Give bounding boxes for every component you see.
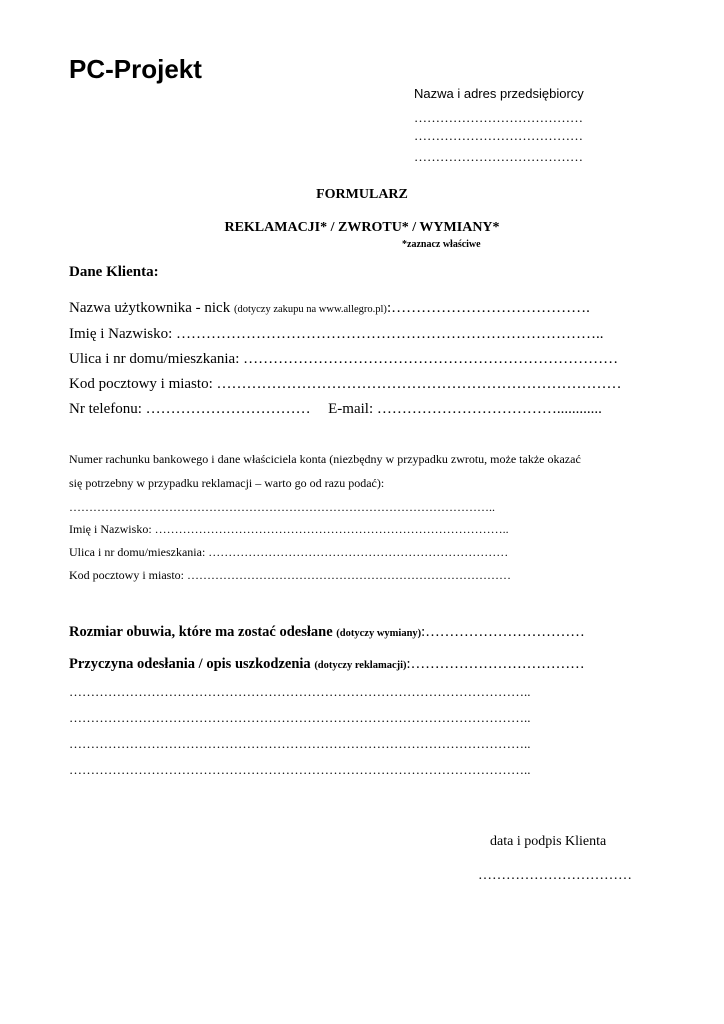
client-phone-email-row — [69, 401, 602, 418]
client-phone-field[interactable]: Nr telefonu: …………………………… — [69, 401, 311, 417]
client-heading: Dane Klienta: — [69, 264, 159, 280]
reason-line-1[interactable]: …………………………………………………………………………………………….. — [69, 684, 531, 699]
seller-label: Nazwa i adres przedsiębiorcy — [414, 86, 584, 101]
client-street-field[interactable]: Ulica i nr domu/mieszkania: ………………………………………………………………… — [69, 351, 619, 367]
reason-line-2[interactable]: …………………………………………………………………………………………….. — [69, 710, 531, 725]
form-title: FORMULARZ — [316, 187, 408, 202]
client-nick-field[interactable] — [69, 300, 590, 317]
client-postal-field[interactable]: Kod pocztowy i miasto: ……………………………………………………………………… — [69, 376, 622, 392]
seller-line-3[interactable]: ………………………………… — [414, 149, 583, 164]
bank-intro-line-1: Numer rachunku bankowego i dane właściciela konta (niezbędny w przypadku zwrotu, może także okazać — [69, 452, 581, 466]
shoe-size-dots[interactable]: :…………………………… — [421, 624, 585, 640]
reason-hint: (dotyczy reklamacji) — [314, 660, 407, 671]
bank-street-field[interactable]: Ulica i nr domu/mieszkania: ………………………………………………………………… — [69, 545, 509, 559]
reason-label: Przyczyna odesłania / opis uszkodzenia — [69, 656, 315, 672]
seller-line-1[interactable]: ………………………………… — [414, 110, 583, 125]
bank-intro-line-2: się potrzebny w przypadku reklamacji – warto go od razu podać): — [69, 476, 385, 490]
form-subtitle: REKLAMACJI* / ZWROTU* / WYMIANY* — [224, 220, 500, 235]
client-nick-dots[interactable]: :…………………………………. — [386, 300, 590, 316]
shoe-size-field[interactable] — [69, 624, 585, 641]
client-nick-hint: (dotyczy zakupu na www.allegro.pl) — [233, 304, 387, 315]
bank-postal-field[interactable]: Kod pocztowy i miasto: ……………………………………………………………………… — [69, 568, 511, 582]
shoe-size-label: Rozmiar obuwia, które ma zostać odesłane — [69, 624, 337, 640]
client-name-field[interactable]: Imię i Nazwisko: ………………………………………………………………………….. — [69, 326, 604, 342]
signature-field[interactable]: …………………………… — [478, 868, 632, 883]
reason-dots[interactable]: :……………………………… — [406, 656, 585, 672]
reason-line-4[interactable]: …………………………………………………………………………………………….. — [69, 762, 531, 777]
bank-account-field[interactable]: …………………………………………………………………………………………….. — [69, 500, 495, 514]
client-email-field[interactable]: E-mail: ………………………………............ — [328, 401, 602, 417]
bank-name-field[interactable]: Imię i Nazwisko: …………………………………………………………………………….. — [69, 522, 509, 536]
company-name: PC-Projekt — [69, 54, 202, 84]
signature-label: data i podpis Klienta — [490, 834, 607, 849]
seller-line-2[interactable]: ………………………………… — [414, 128, 583, 143]
reason-field[interactable] — [69, 656, 585, 673]
client-nick-label: Nazwa użytkownika - nick — [69, 300, 234, 316]
reason-line-3[interactable]: …………………………………………………………………………………………….. — [69, 736, 531, 751]
form-note: *zaznacz właściwe — [402, 239, 481, 250]
shoe-size-hint: (dotyczy wymiany) — [336, 628, 422, 639]
